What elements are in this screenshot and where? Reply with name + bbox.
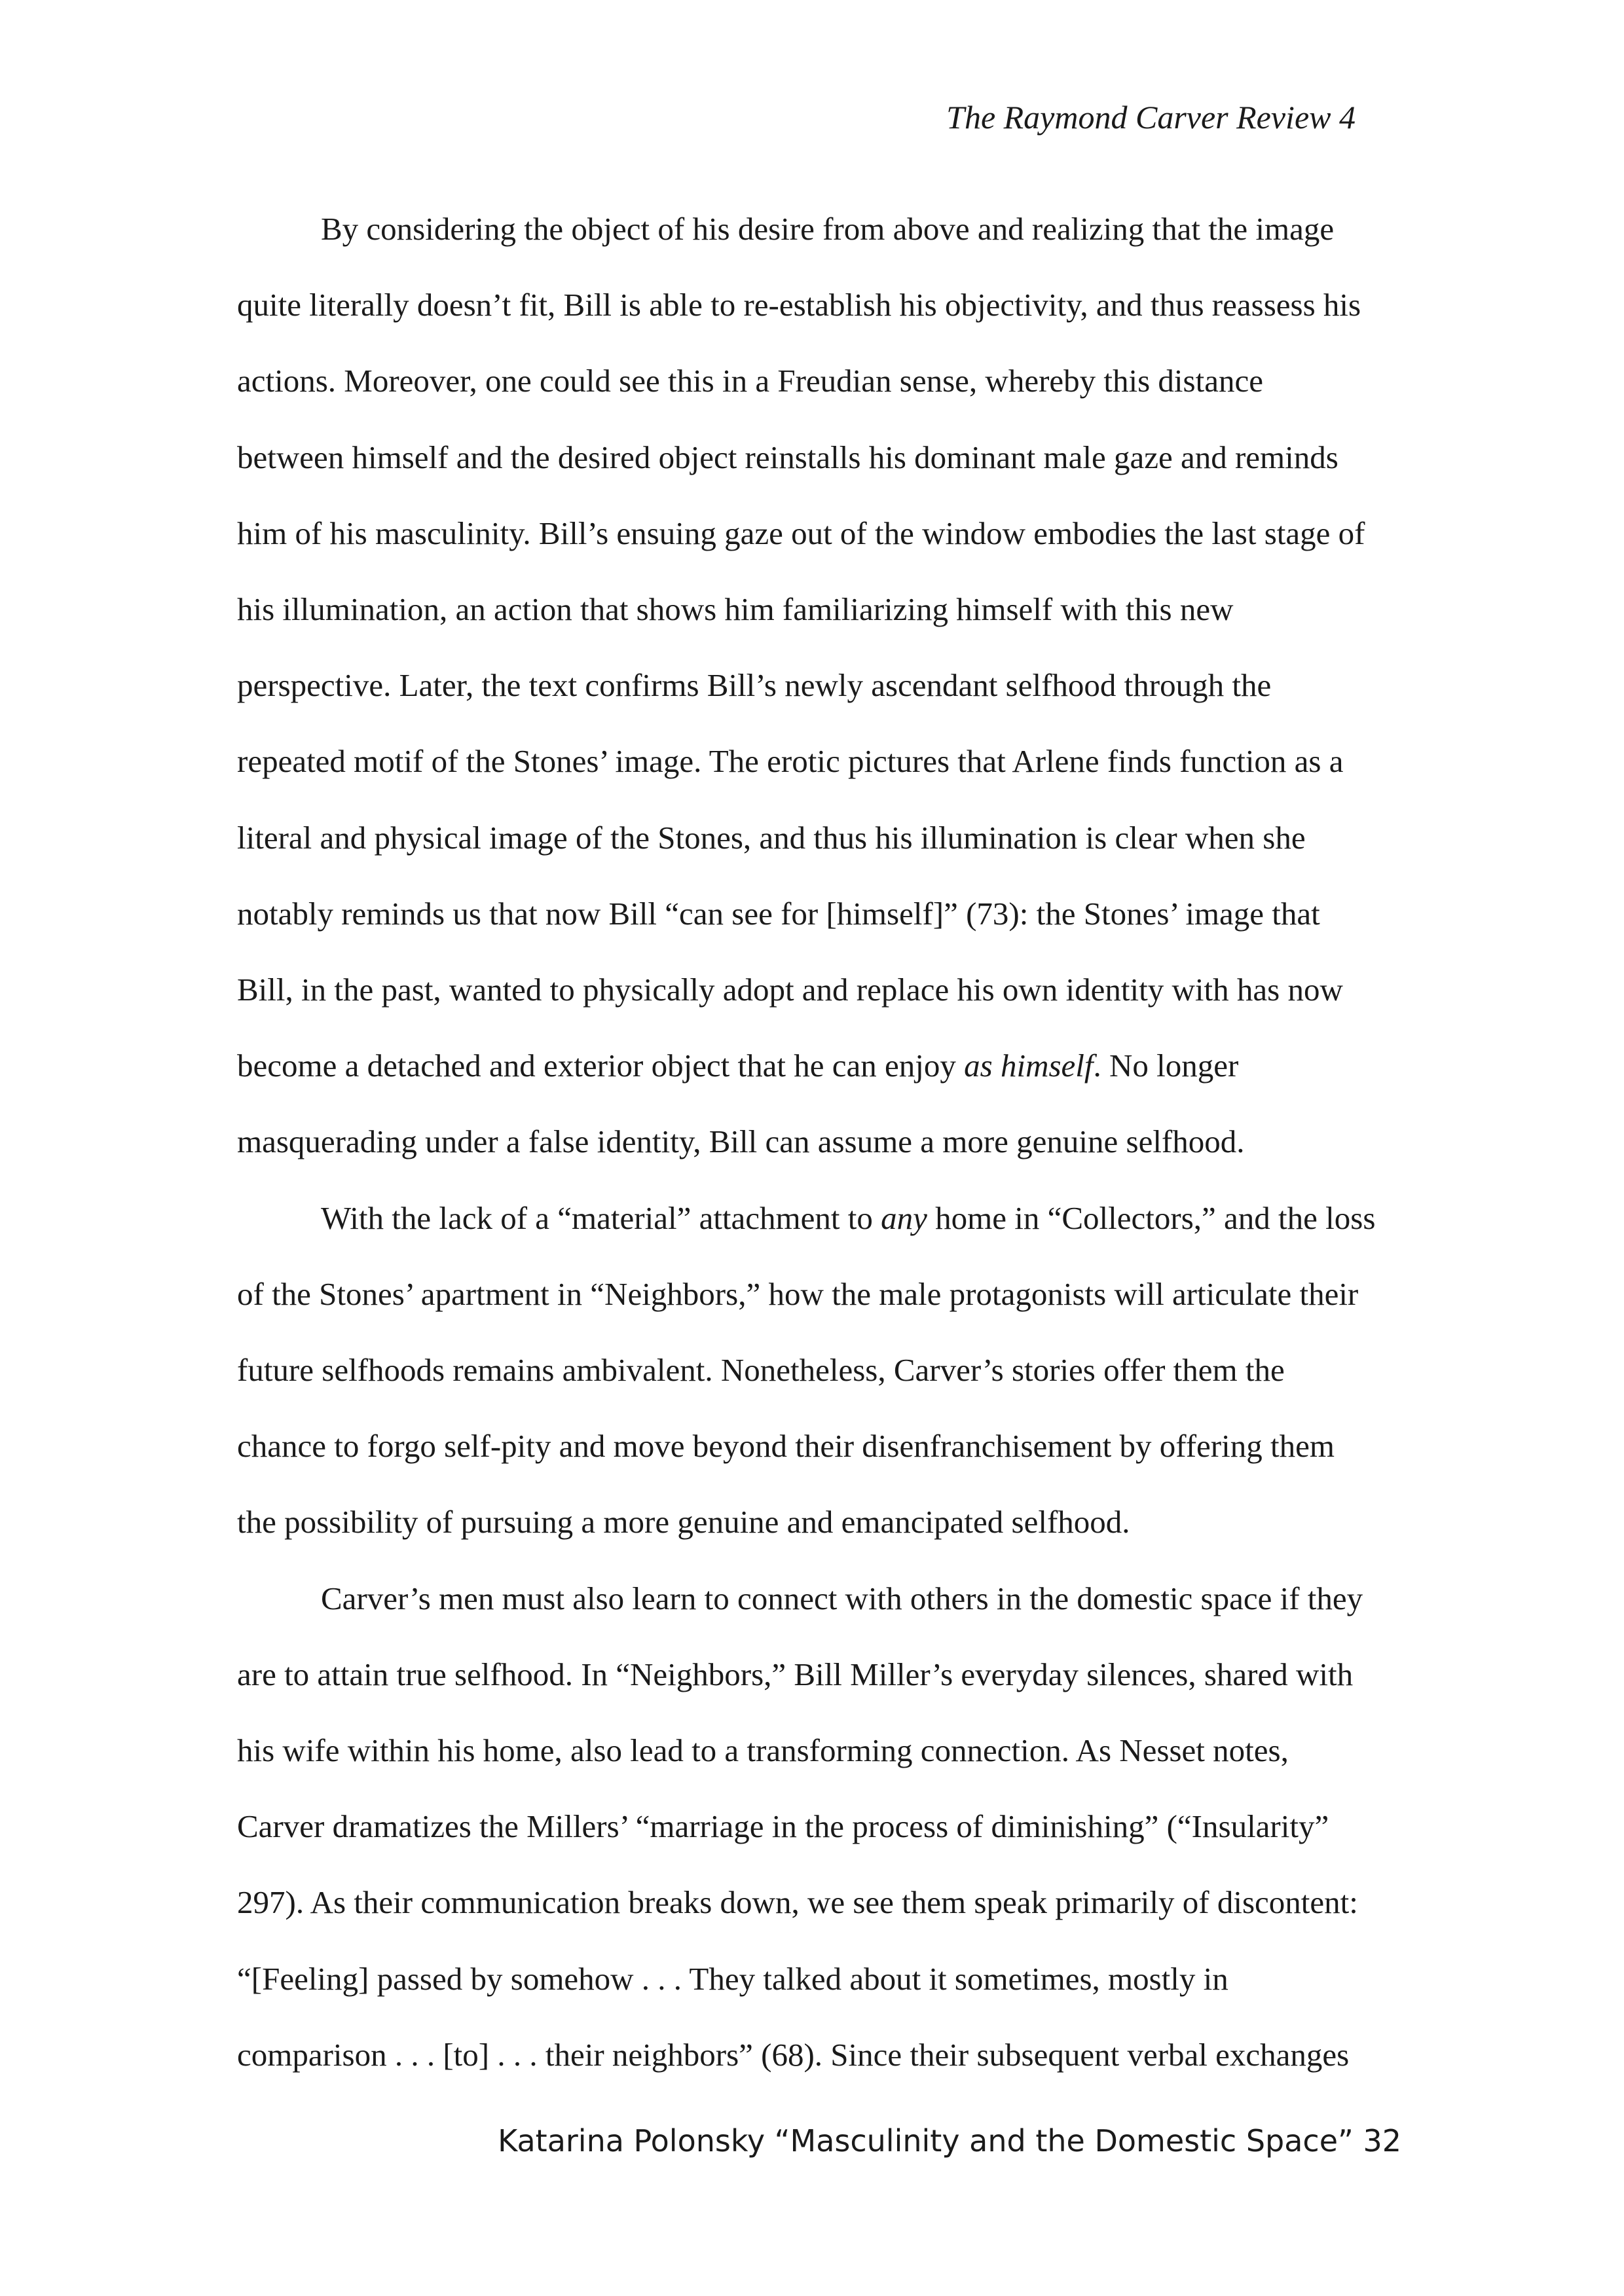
italic-text-run: any bbox=[881, 1199, 927, 1236]
paragraph-1 bbox=[237, 191, 1422, 1180]
text-line: perspective. Later, the text confirms Bill’s newly ascendant selfhood through the bbox=[237, 667, 1272, 704]
text-line: Bill, in the past, wanted to physically adopt and replace his own identity with has now bbox=[237, 972, 1343, 1008]
text-line: future selfhoods remains ambivalent. Nonetheless, Carver’s stories offer them the bbox=[237, 1352, 1285, 1389]
text-line: his wife within his home, also lead to a transforming connection. As Nesset notes, bbox=[237, 1732, 1289, 1769]
text-run: . No longer bbox=[1093, 1048, 1239, 1084]
text-line: literal and physical image of the Stones, and thus his illumination is clear when she bbox=[237, 819, 1306, 856]
text-line: notably reminds us that now Bill “can see for [himself]” (73): the Stones’ image that bbox=[237, 895, 1320, 932]
text-line: between himself and the desired object reinstalls his dominant male gaze and reminds bbox=[237, 439, 1338, 475]
italic-text-run: as himself bbox=[964, 1048, 1094, 1084]
text-line: “[Feeling] passed by somehow . . . They talked about it sometimes, mostly in bbox=[237, 1960, 1228, 1997]
text-line: 297). As their communication breaks down, we see them speak primarily of discontent: bbox=[237, 1884, 1358, 1921]
text-line: the possibility of pursuing a more genuine and emancipated selfhood. bbox=[237, 1504, 1130, 1540]
text-line: comparison . . . [to] . . . their neighbors” (68). Since their subsequent verbal exchanges bbox=[237, 2036, 1350, 2073]
text-run: With the lack of a “material” attachment to bbox=[321, 1199, 881, 1236]
text-line: of the Stones’ apartment in “Neighbors,” how the male protagonists will articulate their bbox=[237, 1275, 1359, 1312]
text-line: chance to forgo self-pity and move beyond their disenfranchisement by offering them bbox=[237, 1428, 1335, 1465]
running-head: The Raymond Carver Review 4 bbox=[946, 99, 1356, 136]
text-line: By considering the object of his desire from above and realizing that the image bbox=[321, 211, 1335, 247]
text-line: quite literally doesn’t fit, Bill is able to re-establish his objectivity, and thus reassess his bbox=[237, 287, 1361, 323]
text-line: Carver’s men must also learn to connect with others in the domestic space if they bbox=[321, 1580, 1363, 1616]
text-run: home in “Collectors,” and the loss bbox=[927, 1199, 1376, 1236]
text-line: his illumination, an action that shows him familiarizing himself with this new bbox=[237, 591, 1234, 628]
text-line: masquerading under a false identity, Bill can assume a more genuine selfhood. bbox=[237, 1123, 1245, 1160]
text-line-with-italic bbox=[237, 1180, 1422, 1256]
body-text bbox=[237, 191, 1422, 2093]
paragraph-3 bbox=[237, 1561, 1422, 2093]
text-line: are to attain true selfhood. In “Neighbors,” Bill Miller’s everyday silences, shared with bbox=[237, 1656, 1354, 1692]
text-line-with-italic bbox=[237, 1028, 1422, 1104]
text-line: actions. Moreover, one could see this in a Freudian sense, whereby this distance bbox=[237, 363, 1263, 399]
page-footer: Katarina Polonsky “Masculinity and the Domestic Space” 32 bbox=[498, 2123, 1401, 2159]
text-line: him of his masculinity. Bill’s ensuing gaze out of the window embodies the last stage of bbox=[237, 515, 1365, 551]
text-line: repeated motif of the Stones’ image. The erotic pictures that Arlene finds function as a bbox=[237, 743, 1344, 780]
text-run: become a detached and exterior object that he can enjoy bbox=[237, 1048, 965, 1084]
paragraph-2 bbox=[237, 1180, 1422, 1561]
text-line: Carver dramatizes the Millers’ “marriage in the process of diminishing” (“Insularity” bbox=[237, 1808, 1329, 1845]
